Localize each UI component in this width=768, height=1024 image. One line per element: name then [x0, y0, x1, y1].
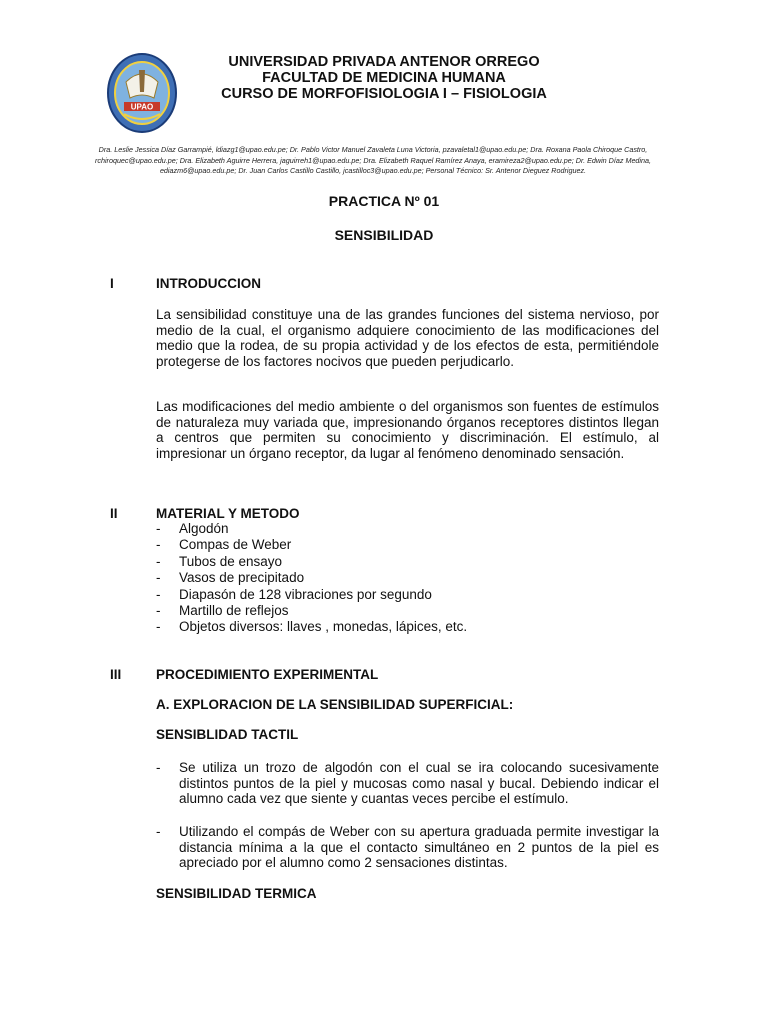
topic-title: SENSIBILIDAD [334, 227, 434, 243]
section-title-intro: INTRODUCCION [156, 276, 261, 291]
practice-title: PRACTICA Nº 01 [328, 193, 440, 209]
faculty-name: FACULTAD DE MEDICINA HUMANA [262, 70, 506, 86]
svg-text:UPAO: UPAO [130, 102, 154, 112]
list-item: - Diapasón de 128 vibraciones por segundo [156, 586, 432, 602]
subsection-title-a: A. EXPLORACION DE LA SENSIBILIDAD SUPERFICIAL: [156, 697, 514, 712]
list-item: - Algodón [156, 521, 229, 536]
list-item: - Tubos de ensayo [156, 553, 283, 569]
section-number-material: II [110, 506, 118, 521]
list-item: - Vasos de precipitado [156, 570, 305, 586]
material-list [156, 521, 659, 636]
section-title-material: MATERIAL Y METODO [156, 506, 300, 521]
authors-line: Dra. Leslie Jessica Díaz Garrampié, ldiazg1@upao.edu.pe; Dr. Pablo Victor Manuel Zavaleta Luna Victoria, pzavaletal1@upao.edu.pe; Dra. Roxana Paola Chiroque Castro, rchiroquec@upao.edu.pe; Dra. Elizabeth Aguirre Herrera, jaguirreh1@upao.edu.pe; Dra. Elizabeth Raquel Ramírez Anaya, eramireza2@upao.edu.pe; Dr. Edwin Díaz Medina, ediazm6@upao.edu.pe; Dr. Juan Carlos Castillo Castillo, jcastilloc3@upao.edu.pe; Personal Técnico: Sr. Antenor Dieguez Rodriguez. [94, 145, 652, 175]
list-item: - Compas de Weber [156, 537, 292, 553]
intro-paragraph-1: La sensibilidad constituye una de las grandes funciones del sistema nervioso, por medio de la cual, el organismo adquiere conocimiento de las modificaciones del medio que la rodea, de su propia actividad y de los efectos de esta, permitiéndole protegerse de los factores nocivos que pueden perjudicarlo. [156, 307, 659, 369]
document-header [190, 54, 578, 102]
course-name: CURSO DE MORFOFISIOLOGIA I – FISIOLOGIA [221, 86, 547, 102]
section-title-procedure: PROCEDIMIENTO EXPERIMENTAL [156, 667, 379, 682]
thermal-sensitivity-title: SENSIBILIDAD TERMICA [156, 886, 317, 901]
university-logo [106, 52, 178, 134]
university-name: UNIVERSIDAD PRIVADA ANTENOR ORREGO [228, 54, 540, 70]
tactile-sensitivity-title: SENSIBLIDAD TACTIL [156, 727, 299, 742]
intro-paragraph-2: Las modificaciones del medio ambiente o del organismos son fuentes de estímulos de naturaleza muy variada que, impresionando órganos receptores distintos llegan a centros que permiten su conocimiento y discriminación. El estímulo, al impresionar un órgano receptor, da lugar al fenómeno denominado sensación. [156, 399, 659, 461]
list-item: - Martillo de reflejos [156, 602, 289, 618]
list-item: - Objetos diversos: llaves , monedas, lápices, etc. [156, 619, 468, 635]
section-number-intro: I [110, 276, 114, 291]
section-number-procedure: III [110, 667, 122, 682]
list-item: - Utilizando el compás de Weber con su apertura graduada permite investigar la distancia mínima a la que el contacto simultáneo en 2 puntos de la piel es apreciado por el alumno como 2 sensaciones distintas. [156, 824, 659, 871]
list-item: - Se utiliza un trozo de algodón con el cual se ira colocando sucesivamente distintos puntos de la piel y mucosas como nasal y bucal. Debiendo indicar el alumno cada vez que siente y cuantas veces percibe el estímulo. [156, 760, 659, 807]
